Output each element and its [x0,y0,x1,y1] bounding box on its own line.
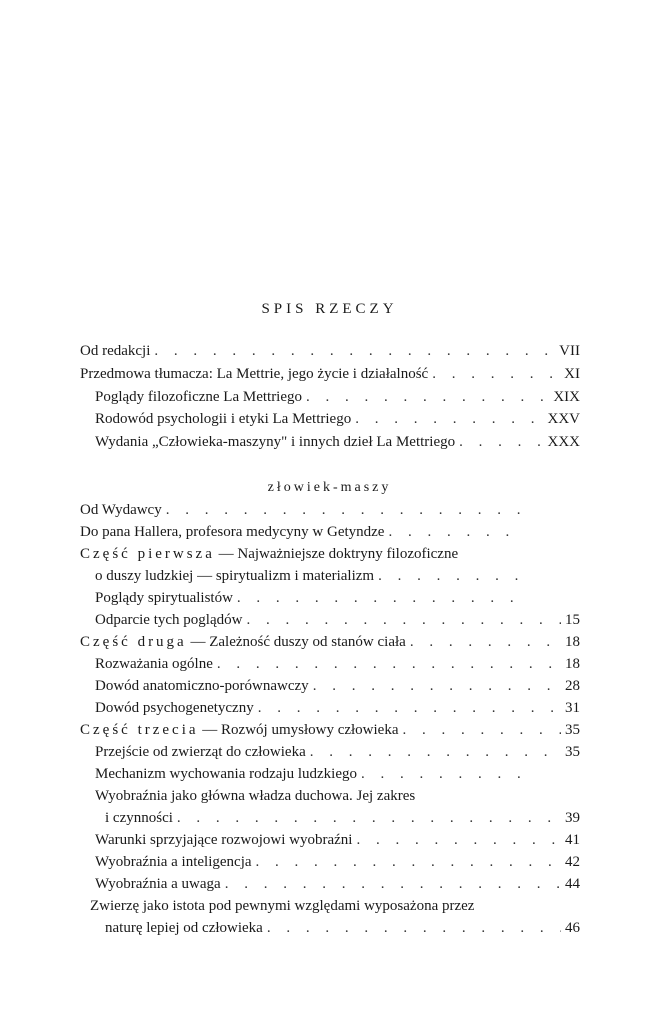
toc-page: VII [559,343,580,359]
toc-entry [95,569,540,584]
dot-leader [432,367,560,382]
part-description: — Rozwój umysłowy człowieka [198,722,399,738]
dot-leader [388,525,522,540]
toc-entry [95,657,580,672]
toc-entry [80,344,580,359]
page-title: SPIS RZECZY [261,301,398,317]
toc-label: Rodowód psychologii i etyki La Mettriego [95,411,352,427]
toc-label: Dowód anatomiczno-porównawczy [95,678,309,694]
toc-entry [95,767,540,782]
toc-entry [95,789,540,804]
toc-label: Dowód psychogenetyczny [95,700,254,716]
dot-leader [313,679,561,694]
toc-entry [80,367,580,382]
dot-leader [403,723,562,738]
dot-leader [246,613,561,628]
toc-label: Odparcie tych poglądów [95,612,243,628]
toc-label: Zwierzę jako istota pod pewnymi względami wyposażona przez [90,898,475,914]
dot-leader [310,745,561,760]
part-name: Część trzecia [80,722,199,738]
toc-entry [95,591,540,606]
part-name: Część pierwsza [80,546,215,562]
toc-label: Warunki sprzyjające rozwojowi wyobraźni [95,832,353,848]
toc-label: Przedmowa tłumacza: La Mettrie, jego życie i działalność [80,366,429,382]
dot-leader [361,767,522,782]
dot-leader [355,412,543,427]
part-name: Część druga [80,634,187,650]
toc-label: Mechanizm wychowania rodzaju ludzkiego [95,766,357,782]
toc-entry [105,811,580,826]
toc-entry [95,745,580,760]
toc-page: 35 [565,722,580,738]
toc-label: o duszy ludzkiej — spirytualizm i materializm [95,568,375,584]
toc-label: Od Wydawcy [80,502,162,518]
toc-entry [95,877,580,892]
toc-page: 44 [565,876,580,892]
toc-label: Od redakcji [80,343,151,359]
dot-leader [306,390,549,405]
toc-page: 18 [565,634,580,650]
dot-leader [267,921,561,936]
dot-leader [356,833,561,848]
part-description: — Najważniejsze doktryny filozoficzne [214,546,459,562]
dot-leader [378,569,522,584]
toc-page: XIX [553,389,580,405]
toc-page: 31 [565,700,580,716]
dot-leader [237,591,522,606]
toc-page: 15 [565,612,580,628]
toc-label: i czynności [105,810,173,826]
toc-page: 46 [565,920,580,936]
toc-entry [80,503,540,518]
part-description: — Zależność duszy od stanów ciała [186,634,406,650]
toc-page: 28 [565,678,580,694]
toc-entry [95,412,580,427]
toc-entry [95,613,580,628]
dot-leader [258,701,561,716]
toc-entry [80,525,540,540]
toc-entry [95,390,580,405]
toc-entry [95,701,580,716]
toc-label: Do pana Hallera, profesora medycyny w Getyndze [80,524,385,540]
toc-entry [95,435,580,450]
dot-leader [256,855,561,870]
toc-page: 42 [565,854,580,870]
toc-label: Poglądy spirytualistów [95,590,233,606]
toc-page: 41 [565,832,580,848]
toc-label [80,723,399,738]
toc-page: 35 [565,744,580,760]
dot-leader [166,503,522,518]
dot-leader [154,344,555,359]
toc-part-entry [80,547,540,562]
toc-label: Wyobraźnia a inteligencja [95,854,252,870]
toc-label: Wyobraźnia jako główna władza duchowa. Jej zakres [95,788,416,804]
toc-part-entry [80,635,580,650]
toc-page: XXV [547,411,580,427]
toc-label [80,547,540,562]
section-title: złowiek-maszy [267,480,392,495]
toc-page: XXX [547,434,580,450]
toc-label: Wydania „Człowieka-maszyny" i innych dzieł La Mettriego [95,434,456,450]
toc-part-entry [80,723,580,738]
toc-entry [90,899,540,914]
dot-leader [459,435,543,450]
dot-leader [217,657,561,672]
toc-entry [95,855,580,870]
toc-entry [105,921,580,936]
toc-page: 18 [565,656,580,672]
dot-leader [177,811,561,826]
toc-label: Poglądy filozoficzne La Mettriego [95,389,303,405]
toc-label: Rozważania ogólne [95,656,213,672]
toc-page: 39 [565,810,580,826]
toc-label [80,635,406,650]
dot-leader [225,877,561,892]
toc-label: naturę lepiej od człowieka [105,920,263,936]
dot-leader [410,635,561,650]
toc-page: XI [564,366,580,382]
toc-entry [95,679,580,694]
toc-entry [95,833,580,848]
toc-label: Przejście od zwierząt do człowieka [95,744,306,760]
toc-label: Wyobraźnia a uwaga [95,876,221,892]
